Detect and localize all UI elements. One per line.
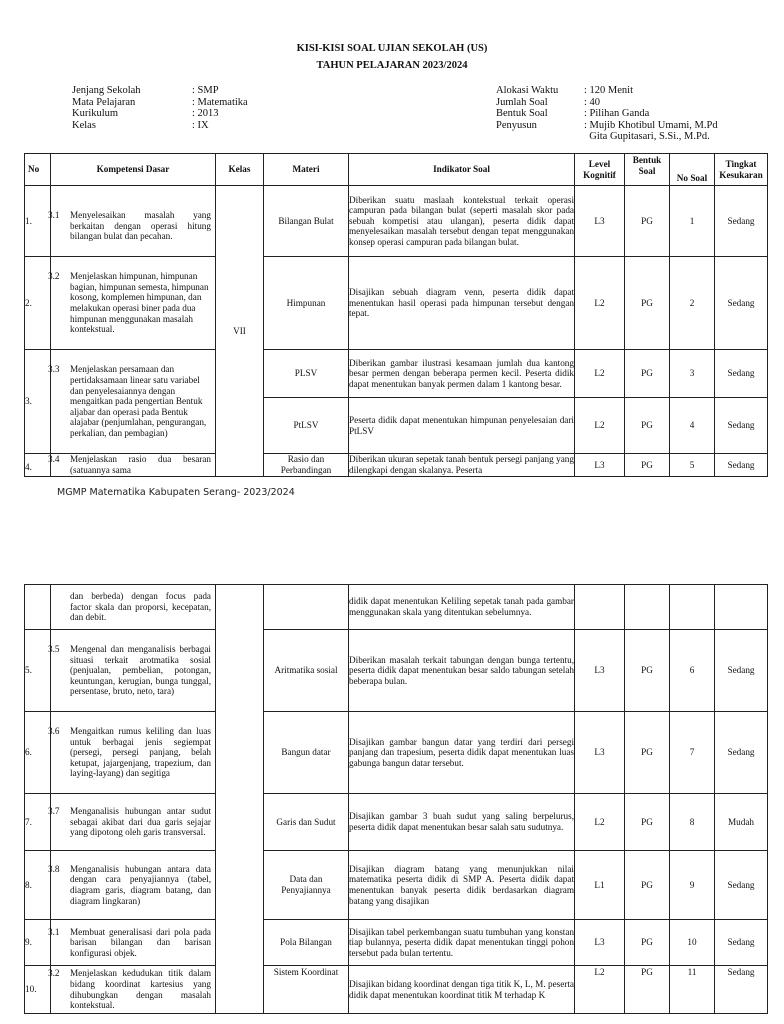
level-cell: L2: [575, 257, 625, 350]
no-soal-cell: 4: [670, 398, 715, 454]
level-cell: L2: [575, 966, 625, 1014]
bentuk-cell: PG: [625, 794, 670, 851]
kisi-kisi-table-page-2: [24, 584, 768, 1014]
row-no: [25, 585, 51, 630]
indikator-cell: Disajikan gambar bangun datar yang terdiri dari persegi panjang dan trapesium, peserta didik dapat menentukan luas gabunga bangun datar tersebut.: [349, 712, 575, 794]
materi-cell: Sistem Koordinat: [264, 966, 349, 1014]
kisi-kisi-table-page-1: [24, 153, 768, 477]
tingkat-cell: Mudah: [715, 794, 768, 851]
bentuk-cell: PG: [625, 712, 670, 794]
kompetensi-dasar-cell: [48, 186, 216, 257]
table-header-row: [25, 154, 768, 186]
table-row: [25, 630, 768, 712]
no-soal-cell: 7: [670, 712, 715, 794]
tingkat-cell: Sedang: [715, 712, 768, 794]
bentuk-cell: [625, 585, 670, 630]
meta-key: Penyusun: [496, 119, 537, 131]
indikator-cell: Diberikan masalah terkait tabungan dengan bunga tertentu, peserta didik dapat menentukan besar saldo tabungan setelah beberapa bulan.: [349, 630, 575, 712]
kd-number: 3.7: [48, 806, 60, 817]
kompetensi-dasar-cell: [48, 257, 216, 350]
materi-cell: Data dan Penyajiannya: [264, 851, 349, 920]
table-row: [25, 712, 768, 794]
meta-value: : SMP: [192, 85, 219, 96]
row-no: 6.: [25, 712, 51, 794]
level-cell: L3: [575, 712, 625, 794]
header-bentuk-soal: Bentuk Soal: [625, 154, 670, 186]
meta-value: : Matematika: [192, 96, 248, 108]
row-no: 5.: [25, 630, 51, 712]
meta-key: Alokasi Waktu: [496, 85, 559, 96]
header-tingkat-kesukaran: Tingkat Kesukaran: [715, 154, 768, 186]
bentuk-cell: PG: [625, 350, 670, 398]
bentuk-cell: PG: [625, 630, 670, 712]
meta-key: Jenjang Sekolah: [72, 85, 141, 96]
meta-right: [496, 85, 718, 143]
meta-value: : 2013: [192, 108, 219, 119]
kd-text: Menyelesaikan masalah yang berkaitan dengan operasi hitung bilangan bulat dan pecahan.: [70, 210, 211, 242]
kd-number: 3.8: [48, 863, 60, 874]
meta-row: [496, 97, 718, 109]
no-soal-cell: 10: [670, 920, 715, 966]
materi-cell: Garis dan Sudut: [264, 794, 349, 851]
kompetensi-dasar-cell: [51, 585, 216, 630]
kompetensi-dasar-cell: [48, 454, 216, 477]
kd-number: 3.4: [48, 454, 60, 464]
indikator-cell: didik dapat menentukan Keliling sepetak tanah pada gambar menggunakan skala yang ditentukan sebelumnya.: [349, 585, 575, 630]
materi-cell: [264, 585, 349, 630]
bentuk-cell: PG: [625, 454, 670, 477]
meta-row: [496, 131, 718, 143]
indikator-cell: Disajikan sebuah diagram venn, peserta didik dapat menentukan hasil operasi pada himpunan tersebut dengan tepat.: [349, 257, 575, 350]
document-title: KISI-KISI SOAL UJIAN SEKOLAH (US): [296, 43, 488, 54]
header-kompetensi-dasar: Kompetensi Dasar: [51, 154, 216, 186]
meta-row: [496, 120, 718, 132]
no-soal-cell: 8: [670, 794, 715, 851]
materi-cell: PLSV: [264, 350, 349, 398]
meta-row: [72, 85, 248, 97]
meta-value: : 40: [584, 96, 601, 108]
tingkat-cell: Sedang: [715, 454, 768, 477]
meta-row: [72, 108, 248, 120]
no-soal-cell: 6: [670, 630, 715, 712]
table-row: [25, 851, 768, 920]
header-level-kognitif: Level Kognitif: [575, 154, 625, 186]
kd-text: Menganalisis hubungan antar sudut sebagai akibat dari dua garis sejajar yang dipotong oleh garis transversal.: [70, 806, 211, 838]
meta-value: : Mujib Khotibul Umami, M.Pd: [584, 119, 718, 131]
no-soal-cell: 9: [670, 851, 715, 920]
row-no: 10.: [25, 966, 51, 1014]
header-kelas: Kelas: [216, 154, 264, 186]
bentuk-cell: PG: [625, 186, 670, 257]
kd-number: 3.3: [48, 364, 60, 375]
kd-number: 3.2: [48, 968, 60, 979]
meta-value: Gita Gupitasari, S.Si., M.Pd.: [584, 131, 710, 142]
indikator-cell: Disajikan diagram batang yang menunjukkan nilai matematika peserta didik di SMP A. Peserta didik dapat menentukan banyak peserta didik berdasarkan diagram batang yang disajikan: [349, 851, 575, 920]
table-row: [25, 794, 768, 851]
row-no: 1.: [25, 186, 51, 257]
no-soal-cell: 1: [670, 186, 715, 257]
tingkat-cell: Sedang: [715, 966, 768, 1014]
kompetensi-dasar-cell: [48, 851, 216, 920]
meta-value: : 120 Menit: [584, 85, 633, 96]
kd-text: Menganalisis hubungan antara data dengan cara penyajiannya (tabel, diagram garis, diagram batang, dan diagram lingkaran): [70, 863, 211, 906]
document-subtitle: TAHUN PELAJARAN 2023/2024: [316, 60, 468, 71]
meta-key: Kelas: [72, 119, 96, 131]
tingkat-cell: Sedang: [715, 257, 768, 350]
meta-row: [496, 85, 718, 97]
meta-value: : IX: [192, 119, 209, 131]
tingkat-cell: Sedang: [715, 350, 768, 398]
meta-left: [72, 85, 248, 131]
kompetensi-dasar-cell: [48, 630, 216, 712]
kelas-cell: VII: [216, 186, 264, 477]
table-row: [25, 350, 768, 398]
kd-number: 3.6: [48, 726, 60, 737]
row-no: 8.: [25, 851, 51, 920]
meta-key: Jumlah Soal: [496, 96, 548, 108]
table-row: [25, 585, 768, 630]
meta-row: [72, 120, 248, 132]
materi-cell: PtLSV: [264, 398, 349, 454]
kd-text: dan berbeda) dengan focus pada factor skala dan proporsi, kecepatan, dan debit.: [70, 591, 211, 623]
kd-text: Menjelaskan himpunan, himpunan bagian, himpunan semesta, himpunan kosong, komplemen himpunan, dan melakukan operasi biner pada dua himpunan menggunakan masalah kontekstual.: [70, 271, 209, 335]
table-row: [25, 454, 768, 477]
tingkat-cell: Sedang: [715, 630, 768, 712]
level-cell: L3: [575, 454, 625, 477]
bentuk-cell: PG: [625, 966, 670, 1014]
no-soal-cell: [670, 585, 715, 630]
level-cell: L2: [575, 350, 625, 398]
tingkat-cell: Sedang: [715, 186, 768, 257]
header-no-soal: No Soal: [670, 154, 715, 186]
meta-row: [72, 97, 248, 109]
level-cell: L2: [575, 794, 625, 851]
row-no: 7.: [25, 794, 51, 851]
no-soal-cell: 11: [670, 966, 715, 1014]
materi-cell: Pola Bilangan: [264, 920, 349, 966]
bentuk-cell: PG: [625, 398, 670, 454]
row-no: 4.: [25, 454, 51, 477]
indikator-text: Diberikan ukuran sepetak tanah bentuk persegi panjang yang dilengkapi dengan skalanya. Peserta: [349, 454, 574, 475]
header-materi: Materi: [264, 154, 349, 186]
kompetensi-dasar-cell: [48, 794, 216, 851]
kd-text: Menjelaskan kedudukan titik dalam bidang koordinat kartesius yang dihubungkan dengan masalah kontekstual.: [70, 968, 211, 1011]
meta-key: Bentuk Soal: [496, 108, 548, 119]
level-cell: L3: [575, 920, 625, 966]
kompetensi-dasar-cell: [48, 966, 216, 1014]
kd-number: 3.5: [48, 644, 60, 655]
table-row: [25, 186, 768, 257]
materi-cell: Bilangan Bulat: [264, 186, 349, 257]
bentuk-cell: PG: [625, 257, 670, 350]
materi-cell: Rasio dan Perbandingan: [264, 454, 349, 477]
page-footer: MGMP Matematika Kabupaten Serang- 2023/2024: [57, 487, 295, 498]
meta-key: Mata Pelajaran: [72, 96, 136, 108]
tingkat-cell: Sedang: [715, 851, 768, 920]
bentuk-cell: PG: [625, 920, 670, 966]
kd-number: 3.1: [48, 926, 60, 937]
row-no: 3.: [25, 350, 51, 454]
kelas-cell: [216, 585, 264, 1014]
table-row: [25, 257, 768, 350]
tingkat-cell: Sedang: [715, 920, 768, 966]
kd-text: Menjelaskan persamaan dan pertidaksamaan linear satu variabel dan penyelesaiannya dengan mengaitkan pada pengertian Bentuk aljabar dan operasi pada Bentuk alajabar (penjumlahan, pengurangan, perkalian, dan pembagian): [70, 364, 207, 438]
kd-number: 3.2: [48, 271, 60, 282]
level-cell: L3: [575, 186, 625, 257]
indikator-cell: Peserta didik dapat menentukan himpunan penyelesaian dari PtLSV: [349, 398, 575, 454]
level-cell: [575, 585, 625, 630]
indikator-cell: [349, 454, 575, 477]
kompetensi-dasar-cell: [48, 712, 216, 794]
row-no: 9.: [25, 920, 51, 966]
table-row: [25, 920, 768, 966]
kompetensi-dasar-cell: [48, 920, 216, 966]
no-soal-cell: 2: [670, 257, 715, 350]
materi-cell: Bangun datar: [264, 712, 349, 794]
header-no: No: [25, 154, 51, 186]
kompetensi-dasar-cell: [48, 350, 216, 454]
tingkat-cell: Sedang: [715, 398, 768, 454]
meta-row: [496, 108, 718, 120]
level-cell: L3: [575, 630, 625, 712]
kd-text: Membuat generalisasi dari pola pada barisan bilangan dan barisan konfigurasi objek.: [70, 926, 211, 958]
header-indikator-soal: Indikator Soal: [349, 154, 575, 186]
tingkat-cell: [715, 585, 768, 630]
kd-number: [48, 591, 72, 623]
indikator-cell: Diberikan suatu maslaah kontekstual terkait operasi campuran pada bilangan bulat (seperti masalah skor pada sebuah kompetisi atau ulangan), peserta didik dapat menyelesaikan masalah tersebut dengan tepat menggunakan konsep operasi campuran pada bilangan bulat.: [349, 186, 575, 257]
level-cell: L2: [575, 398, 625, 454]
meta-key: Kurikulum: [72, 108, 119, 119]
indikator-cell: Disajikan tabel perkembangan suatu tumbuhan yang konstan tiap bulannya, peserta didik dapat menentukan tinggi pohon tersebut pada bulan tertentu.: [349, 920, 575, 966]
indikator-cell: Diberikan gambar ilustrasi kesamaan jumlah dua kantong besar permen dengan beberapa permen kecil. Peserta didik dapat menentukan banyak permen dalam 1 kantong besar.: [349, 350, 575, 398]
level-cell: L1: [575, 851, 625, 920]
kd-text: Mengenal dan menganalisis berbagai situasi terkait arotmatika sosial (penjualan, pembelian, potongan, keuntungan, kerugian, bunga tunggal, persentase, bruto, neto, tara): [70, 644, 211, 697]
meta-value: : Pilihan Ganda: [584, 108, 650, 119]
kd-number: 3.1: [48, 210, 60, 221]
no-soal-cell: 5: [670, 454, 715, 477]
kd-text: Menjelaskan rasio dua besaran (satuannya sama: [70, 454, 211, 475]
table-row: [25, 966, 768, 1014]
meta-key: [496, 131, 584, 143]
indikator-cell: Disajikan gambar 3 buah sudut yang saling berpelurus, peserta didik dapat menentukan besar salah satu sudutnya.: [349, 794, 575, 851]
materi-cell: Himpunan: [264, 257, 349, 350]
bentuk-cell: PG: [625, 851, 670, 920]
indikator-cell: Disajikan bidang koordinat dengan tiga titik K, L, M. peserta didik dapat menentukan koordinat titik M terhadap K: [349, 966, 575, 1014]
row-no: 2.: [25, 257, 51, 350]
kd-text: Mengaitkan rumus keliling dan luas untuk berbagai jenis segiempat (persegi, persegi panjang, belah ketupat, jajargenjang, trapezium, dan laying-layang) dan segitiga: [70, 726, 211, 779]
no-soal-cell: 3: [670, 350, 715, 398]
materi-cell: Aritmatika sosial: [264, 630, 349, 712]
